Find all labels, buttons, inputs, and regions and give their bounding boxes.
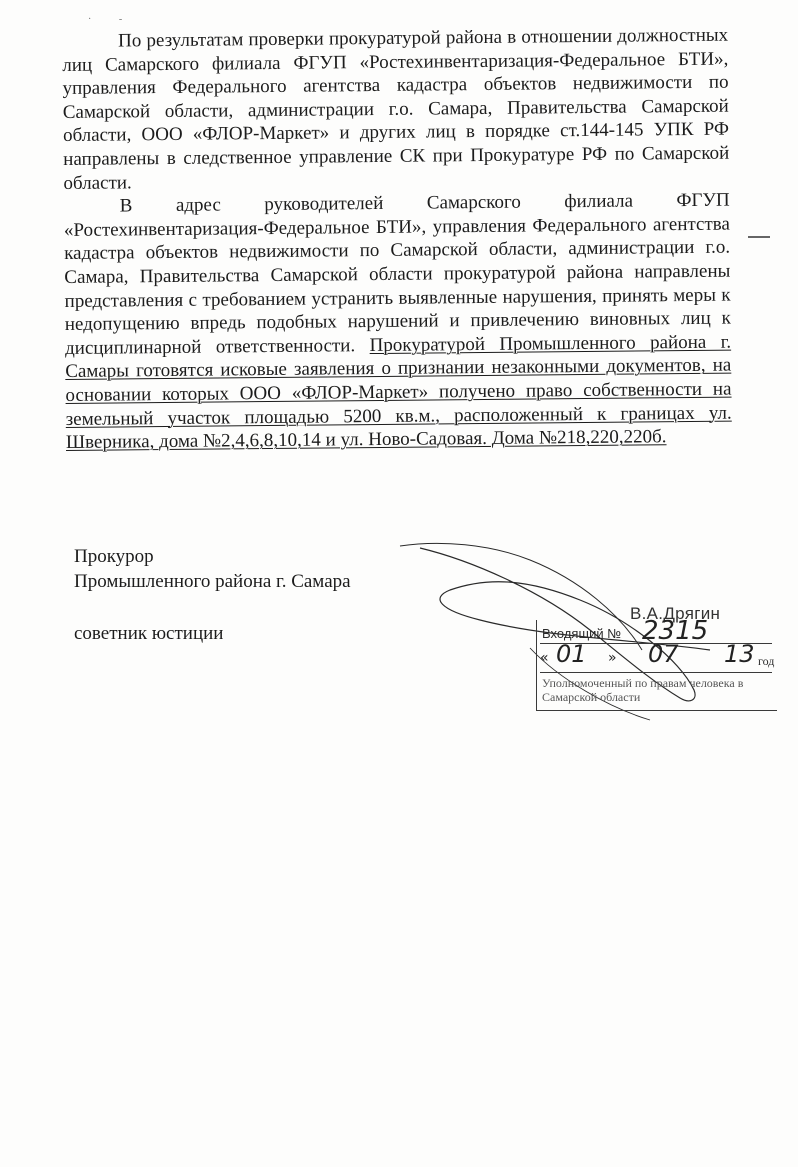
signer-title: Прокурор [74,546,154,567]
stamp-incoming-number: 2315 [642,616,709,646]
margin-mark [748,236,770,238]
stamp-year: 13 [724,640,755,668]
paragraph-findings-text: По результатам проверки прокуратурой района в отношении должностных лиц Самарского филиала ФГУП «Ростехинвентаризация-Федеральное БТИ», управления Федерального агентства кадастра объектов недвижимости по Самарской области, администрации г.о. Самара, Правительства Самарской области, ООО «ФЛОР-Маркет» и других лиц в порядке ст.144-145 УПК РФ направлены в следственное управление СК при Прокуратуре РФ по Самарской области. [62,24,730,194]
paragraph-findings [62,24,730,196]
incoming-stamp [536,616,780,714]
stamp-month: 07 [648,640,679,668]
stamp-quote-close: » [608,650,617,666]
paragraph-lawsuit-text: Прокуратурой Промышленного района г. Самары готовятся исковые заявления о признании незаконными документов, на основании которых ООО «ФЛОР-Маркет» получено право собственности на земельный участок площадью 5200 кв.м., расположенный к границах ул. Шверника, дома №2,4,6,8,10,14 и ул. Ново-Садовая. Дома №218,220,220б. [65,331,732,454]
signer-name: В.А.Дрягин [630,604,721,623]
paragraph-measures-text: В адрес руководителей Самарского филиала ФГУП «Ростехинвентаризация-Федеральное БТИ», управления Федерального агентства кадастра объектов недвижимости по Самарской области, администрации г.о. Самара, Правительства Самарской области прокуратурой района направлены представления с требованием устранить выявленные нарушения, принять меры к недопущению впредь подобных нарушений и привлечению виновных лиц к дисциплинарной ответственности. [63,189,731,359]
stamp-day: 01 [556,640,587,668]
signer-rank: советник юстиции [74,623,224,644]
stamp-year-suffix: год [758,654,775,668]
document-body [62,24,732,455]
stamp-quote-open: « [540,650,549,666]
paragraph-measures [64,189,732,455]
scan-artifact: · - [88,14,123,25]
signature-block [74,544,351,646]
stamp-incoming-label: Входящий № [542,626,622,641]
stamp-organization [542,676,774,704]
stamp-org-line2: Самарской области [542,690,641,704]
stamp-rule [540,672,772,673]
signer-office: Промышленного района г. Самара [74,571,351,592]
stamp-org-line1: Уполномоченный по правам человека в [542,676,744,690]
